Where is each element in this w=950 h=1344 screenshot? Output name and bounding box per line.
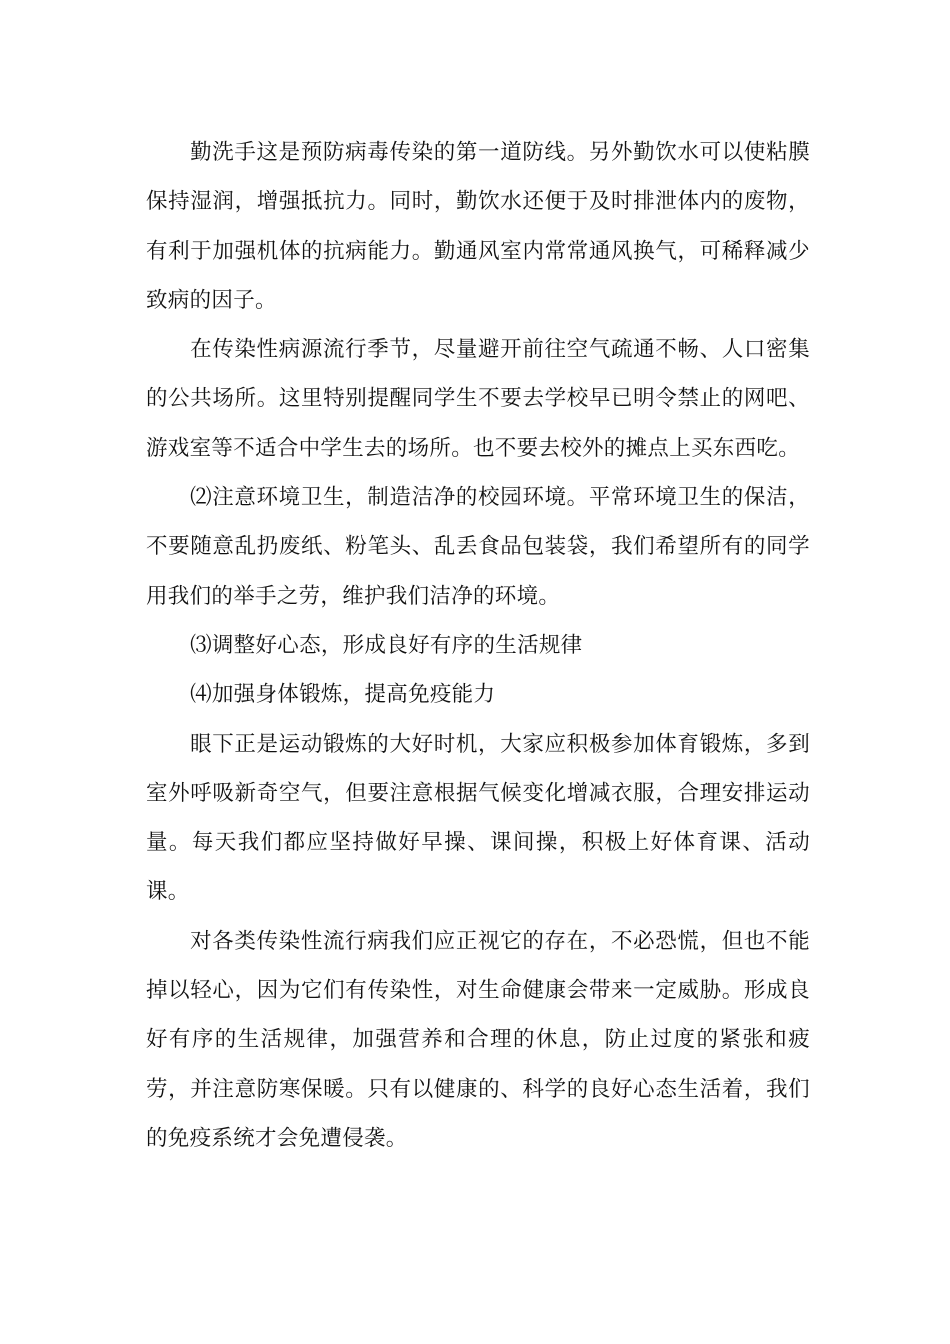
paragraph-conclusion: 对各类传染性流行病我们应正视它的存在，不必恐慌，但也不能掉以轻心，因为它们有传染性，对生命健康会带来一定威胁。形成良好有序的生活规律，加强营养和合理的休息，防止过度的紧张和疲劳，并注意防寒保暖。只有以健康的、科学的良好心态生活着，我们的免疫系统才会免遭侵袭。 [146,928,810,1151]
document-page [146,128,810,1163]
paragraph-environment-hygiene: ⑵注意环境卫生，制造洁净的校园环境。平常环境卫生的保洁，不要随意乱扔废纸、粉笔头、乱丢食品包装袋，我们希望所有的同学用我们的举手之劳，维护我们洁净的环境。 [146,485,810,609]
paragraph-hand-washing: 勤洗手这是预防病毒传染的第一道防线。另外勤饮水可以使粘膜保持湿润，增强抵抗力。同时，勤饮水还便于及时排泄体内的废物，有利于加强机体的抗病能力。勤通风室内常常通风换气，可稀释减少致病的因子。 [146,140,810,313]
paragraph-physical-exercise: ⑷加强身体锻炼，提高免疫能力 [190,682,496,708]
paragraph-avoid-crowds: 在传染性病源流行季节，尽量避开前往空气疏通不畅、人口密集的公共场所。这里特别提醒同学生不要去学校早已明令禁止的网吧、游戏室等不适合中学生去的场所。也不要去校外的摊点上买东西吃。 [146,337,810,461]
paragraph-adjust-mindset: ⑶调整好心态，形成良好有序的生活规律 [190,632,583,658]
paragraph-exercise-details: 眼下正是运动锻炼的大好时机，大家应积极参加体育锻炼，多到室外呼吸新奇空气，但要注意根据气候变化增减衣服，合理安排运动量。每天我们都应坚持做好早操、课间操，积极上好体育课、活动课。 [146,731,810,905]
